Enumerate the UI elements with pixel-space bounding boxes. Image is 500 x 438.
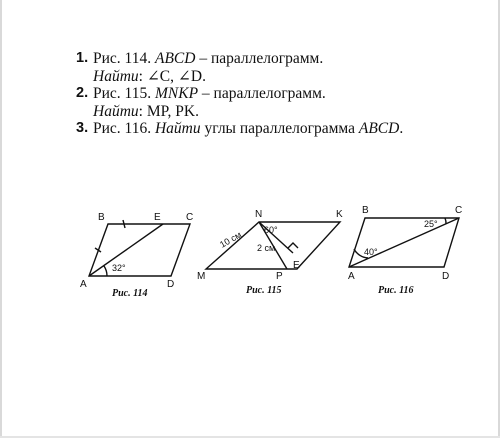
- figure-subject: ABCD: [154, 50, 196, 67]
- tick-mark-be: [123, 220, 125, 228]
- figure-ref: Рис. 116.: [93, 120, 152, 137]
- problem-number: 1.: [76, 50, 89, 66]
- figures-row: [0, 196, 500, 301]
- problem-statement: – параллелограмм.: [198, 85, 326, 102]
- side-label-2cm: 2 см: [257, 243, 276, 253]
- figure-caption-116: Рис. 116: [378, 285, 414, 296]
- figure-ref: Рис. 115.: [93, 85, 152, 102]
- find-targets: : MP, PK.: [138, 102, 199, 120]
- vertex-label-p: P: [276, 271, 283, 282]
- find-word: Найти: [93, 102, 139, 120]
- angle-label-32: 32°: [112, 263, 126, 273]
- parallelogram-abcd-114: [89, 224, 190, 276]
- figure-ref: Рис. 114.: [93, 50, 152, 67]
- angle-label-25: 25°: [424, 219, 438, 229]
- problem-3: [76, 120, 476, 138]
- figure-116: [349, 218, 459, 267]
- problem-list: [76, 50, 476, 138]
- side-label-10cm: 10 см: [218, 229, 244, 250]
- figure-caption-114: Рис. 114: [112, 288, 148, 299]
- find-targets: : ∠C, ∠D.: [138, 67, 206, 85]
- diagonal-ac: [349, 218, 459, 267]
- find-word: Найти: [154, 120, 201, 137]
- find-word: Найти: [93, 67, 139, 85]
- sentence-end: .: [399, 120, 404, 137]
- angle-label-40: 40°: [364, 247, 378, 257]
- problem-statement: углы параллелограмма: [200, 120, 359, 137]
- problem-statement: – параллелограмм.: [195, 50, 324, 67]
- vertex-label-c: C: [186, 212, 194, 223]
- figure-subject: MNKP: [154, 85, 199, 102]
- vertex-label-k: K: [336, 209, 343, 220]
- problem-2: [76, 85, 476, 120]
- bisector-ae: [89, 224, 163, 276]
- vertex-label-e: E: [154, 212, 161, 223]
- vertex-label-a: A: [348, 271, 355, 282]
- angle-label-60: 60°: [264, 225, 278, 235]
- vertex-label-b: B: [98, 212, 105, 223]
- vertex-label-d: D: [442, 271, 450, 282]
- vertex-label-m: M: [197, 271, 206, 282]
- vertex-label-d: D: [167, 279, 175, 290]
- problem-number: 3.: [76, 120, 89, 136]
- vertex-label-a: A: [80, 279, 87, 290]
- problem-1: [76, 50, 476, 85]
- vertex-label-n: N: [255, 209, 263, 220]
- figure-subject: ABCD: [358, 120, 400, 137]
- vertex-label-e: E: [293, 260, 300, 271]
- angle-arc-c: [445, 218, 446, 224]
- angle-arc-a: [104, 266, 107, 276]
- vertex-label-b: B: [362, 205, 369, 216]
- problem-number: 2.: [76, 85, 89, 101]
- vertex-label-c: C: [455, 205, 463, 216]
- figure-114: [89, 220, 190, 276]
- right-angle-mark: [288, 243, 298, 248]
- figure-caption-115: Рис. 115: [246, 285, 282, 296]
